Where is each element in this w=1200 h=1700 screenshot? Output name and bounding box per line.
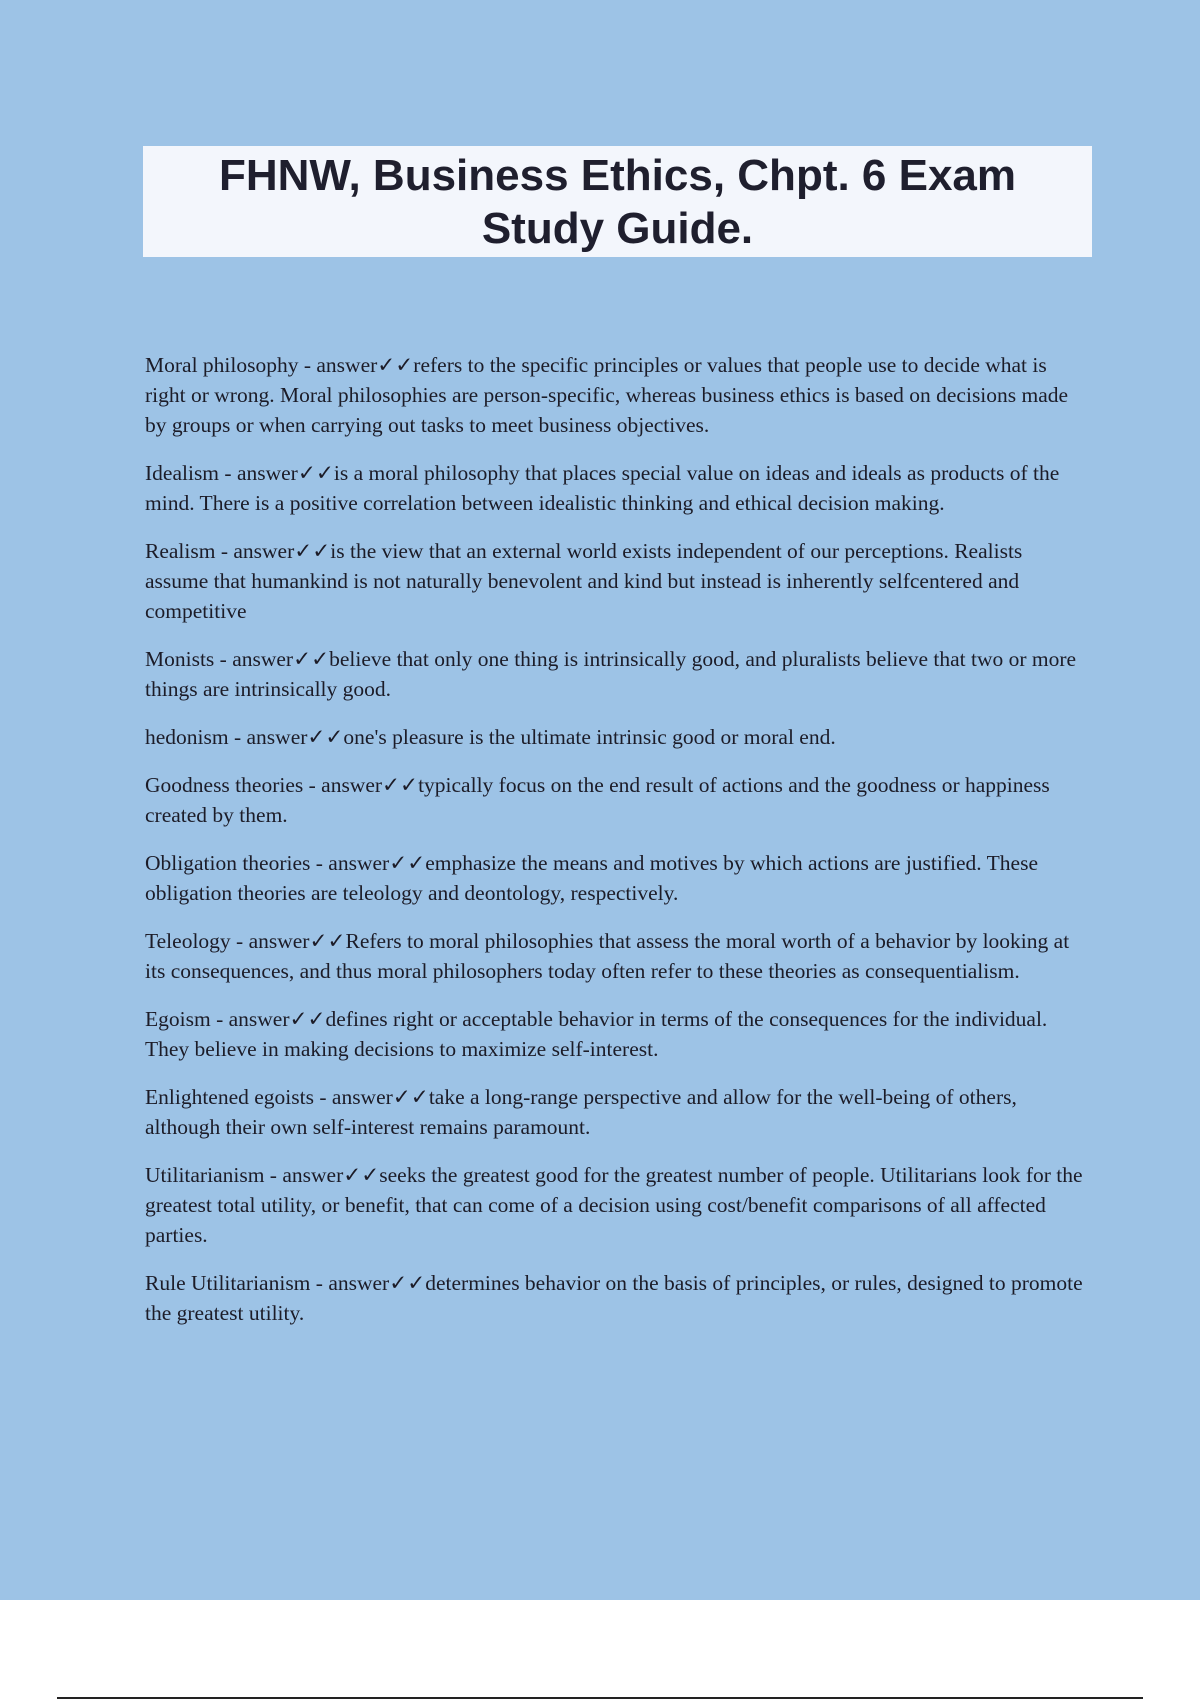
entry-goodness-theories: Goodness theories - answer✓✓typically focus on the end result of actions and the goodness or happiness created by them. (145, 773, 1050, 827)
entry-egoism: Egoism - answer✓✓defines right or acceptable behavior in terms of the consequences for the individual. They believe in making decisions to maximize self-interest. (145, 1007, 1048, 1061)
entry-hedonism: hedonism - answer✓✓one's pleasure is the ultimate intrinsic good or moral end. (145, 725, 836, 749)
bottom-divider (57, 1697, 1143, 1699)
entry-realism: Realism - answer✓✓is the view that an external world exists independent of our perceptions. Realists assume that humankind is not naturally benevolent and kind but instead is inherently selfcentered and competitive (145, 539, 1023, 623)
study-guide-entries (145, 350, 1090, 1346)
entry-moral-philosophy: Moral philosophy - answer✓✓refers to the specific principles or values that people use to decide what is right or wrong. Moral philosophies are person-specific, whereas business ethics is based on decisions made by groups or when carrying out tasks to meet business objectives. (145, 353, 1069, 437)
entry-teleology: Teleology - answer✓✓Refers to moral philosophies that assess the moral worth of a behavior by looking at its consequences, and thus moral philosophers today often refer to these theories as consequentialism. (145, 929, 1070, 983)
document-title: FHNW, Business Ethics, Chpt. 6 Exam Study Guide. (218, 150, 1017, 253)
entry-monists: Monists - answer✓✓believe that only one thing is intrinsically good, and pluralists believe that two or more things are intrinsically good. (145, 647, 1077, 701)
title-box (143, 146, 1092, 257)
entry-utilitarianism: Utilitarianism - answer✓✓seeks the greatest good for the greatest number of people. Utilitarians look for the greatest total utility, or benefit, that can come of a decision using cost/benefit comparisons of all affected parties. (145, 1163, 1083, 1247)
entry-rule-utilitarianism: Rule Utilitarianism - answer✓✓determines behavior on the basis of principles, or rules, designed to promote the greatest utility. (145, 1271, 1083, 1325)
entry-obligation-theories: Obligation theories - answer✓✓emphasize the means and motives by which actions are justified. These obligation theories are teleology and deontology, respectively. (145, 851, 1038, 905)
entry-enlightened-egoists: Enlightened egoists - answer✓✓take a long-range perspective and allow for the well-being of others, although their own self-interest remains paramount. (145, 1085, 1017, 1139)
entry-idealism: Idealism - answer✓✓is a moral philosophy that places special value on ideas and ideals as products of the mind. There is a positive correlation between idealistic thinking and ethical decision making. (145, 461, 1060, 515)
